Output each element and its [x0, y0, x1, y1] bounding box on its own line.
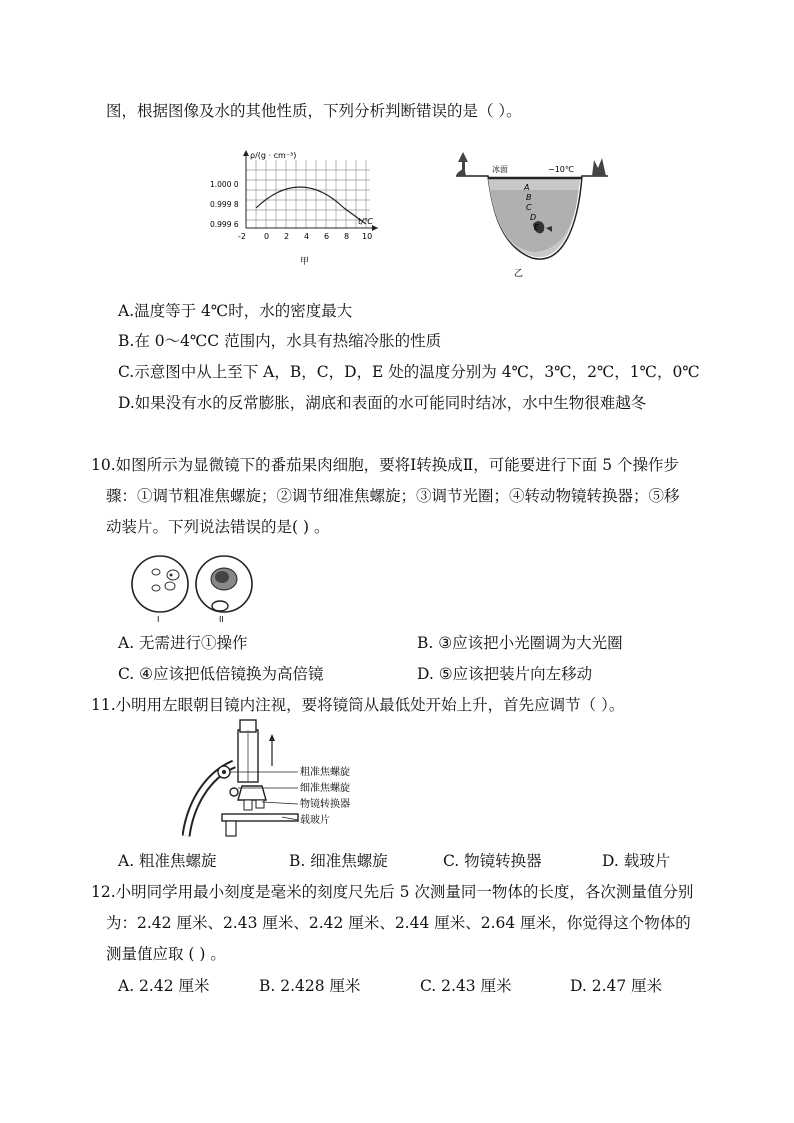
q11-option-b: B. 细准焦螺旋 [289, 852, 388, 870]
q11-microscope-diagram [182, 716, 372, 840]
label-fine-focus: 细准焦螺旋 [300, 783, 350, 794]
q12-stem-line-2: 为：2.42 厘米、2.43 厘米、2.42 厘米、2.44 厘米、2.64 厘米，你觉得这个物体的 [106, 914, 691, 932]
ytick-2: 0.999 8 [210, 200, 239, 209]
q9-stem-tail: 图，根据图像及水的其他性质，下列分析判断错误的是（ ）。 [106, 102, 522, 120]
xtick-7: 10 [362, 232, 373, 241]
caption-yi: 乙 [514, 269, 524, 279]
q11-stem: 11.小明用左眼朝目镜内注视，要将镜筒从最低处开始上升，首先应调节（ ）。 [91, 696, 625, 714]
label-temperature: −10℃ [548, 165, 574, 174]
q12-option-c: C. 2.43 厘米 [420, 977, 512, 995]
q9-lake-diagram [448, 148, 618, 280]
q10-option-c: C. ④应该把低倍镜换为高倍镜 [118, 665, 324, 683]
q10-option-a: A. 无需进行①操作 [118, 634, 248, 652]
label-view-ii: II [219, 615, 224, 624]
q11-option-d: D. 载玻片 [602, 852, 671, 870]
caption-jia: 甲 [300, 257, 310, 267]
xlabel: t/℃ [358, 217, 373, 226]
point-c: C [526, 203, 532, 212]
point-e: E [534, 223, 540, 232]
q10-option-d: D. ⑤应该把装片向左移动 [417, 665, 593, 683]
q12-option-d: D. 2.47 厘米 [570, 977, 663, 995]
q10-option-b: B. ③应该把小光圈调为大光圈 [417, 634, 623, 652]
xtick-3: 2 [284, 232, 290, 241]
label-view-i: I [157, 615, 160, 624]
ytick-1: 1.000 0 [210, 180, 239, 189]
q9-option-b: B.在 0～4℃C 范围内，水具有热缩冷胀的性质 [118, 332, 442, 350]
q9-option-a: A.温度等于 4℃时，水的密度最大 [118, 302, 353, 320]
q9-option-d: D.如果没有水的反常膨胀，湖底和表面的水可能同时结冰，水中生物很难越冬 [118, 394, 647, 412]
xtick-1: -2 [238, 232, 246, 241]
ylabel: ρ/(g · cm⁻³) [250, 151, 297, 160]
label-nosepiece: 物镜转换器 [300, 799, 350, 810]
point-a: A [524, 183, 530, 192]
ytick-3: 0.999 6 [210, 220, 239, 229]
q10-stem-line-2: 骤：①调节粗准焦螺旋；②调节细准焦螺旋；③调节光圈；④转动物镜转换器；⑤移 [106, 487, 680, 505]
xtick-5: 6 [324, 232, 330, 241]
q12-stem-line-1: 12.小明同学用最小刻度是毫米的刻度尺先后 5 次测量同一物体的长度，各次测量值分别 [91, 883, 694, 901]
label-coarse-focus: 粗准焦螺旋 [300, 767, 350, 778]
q12-option-b: B. 2.428 厘米 [259, 977, 361, 995]
xtick-6: 8 [344, 232, 350, 241]
q10-stem-line-3: 动装片。下列说法错误的是( ) 。 [106, 518, 330, 536]
label-slide: 载玻片 [300, 815, 330, 826]
q12-stem-line-3: 测量值应取 ( ) 。 [106, 945, 226, 963]
xtick-2: 0 [264, 232, 270, 241]
label-ice-surface: 冰面 [492, 165, 508, 174]
q11-option-c: C. 物镜转换器 [443, 852, 542, 870]
q10-cell-diagram [126, 554, 256, 624]
point-b: B [526, 193, 532, 202]
xtick-4: 4 [304, 232, 310, 241]
q11-option-a: A. 粗准焦螺旋 [118, 852, 217, 870]
q9-option-c: C.示意图中从上至下 A，B，C，D，E 处的温度分别为 4℃，3℃，2℃，1℃，0℃ [118, 363, 700, 381]
point-d: D [530, 213, 537, 222]
q12-option-a: A. 2.42 厘米 [118, 977, 210, 995]
q10-stem-line-1: 10.如图所示为显微镜下的番茄果肉细胞，要将Ⅰ转换成Ⅱ，可能要进行下面 5 个操作步 [91, 456, 680, 474]
q9-density-graph [208, 146, 408, 276]
